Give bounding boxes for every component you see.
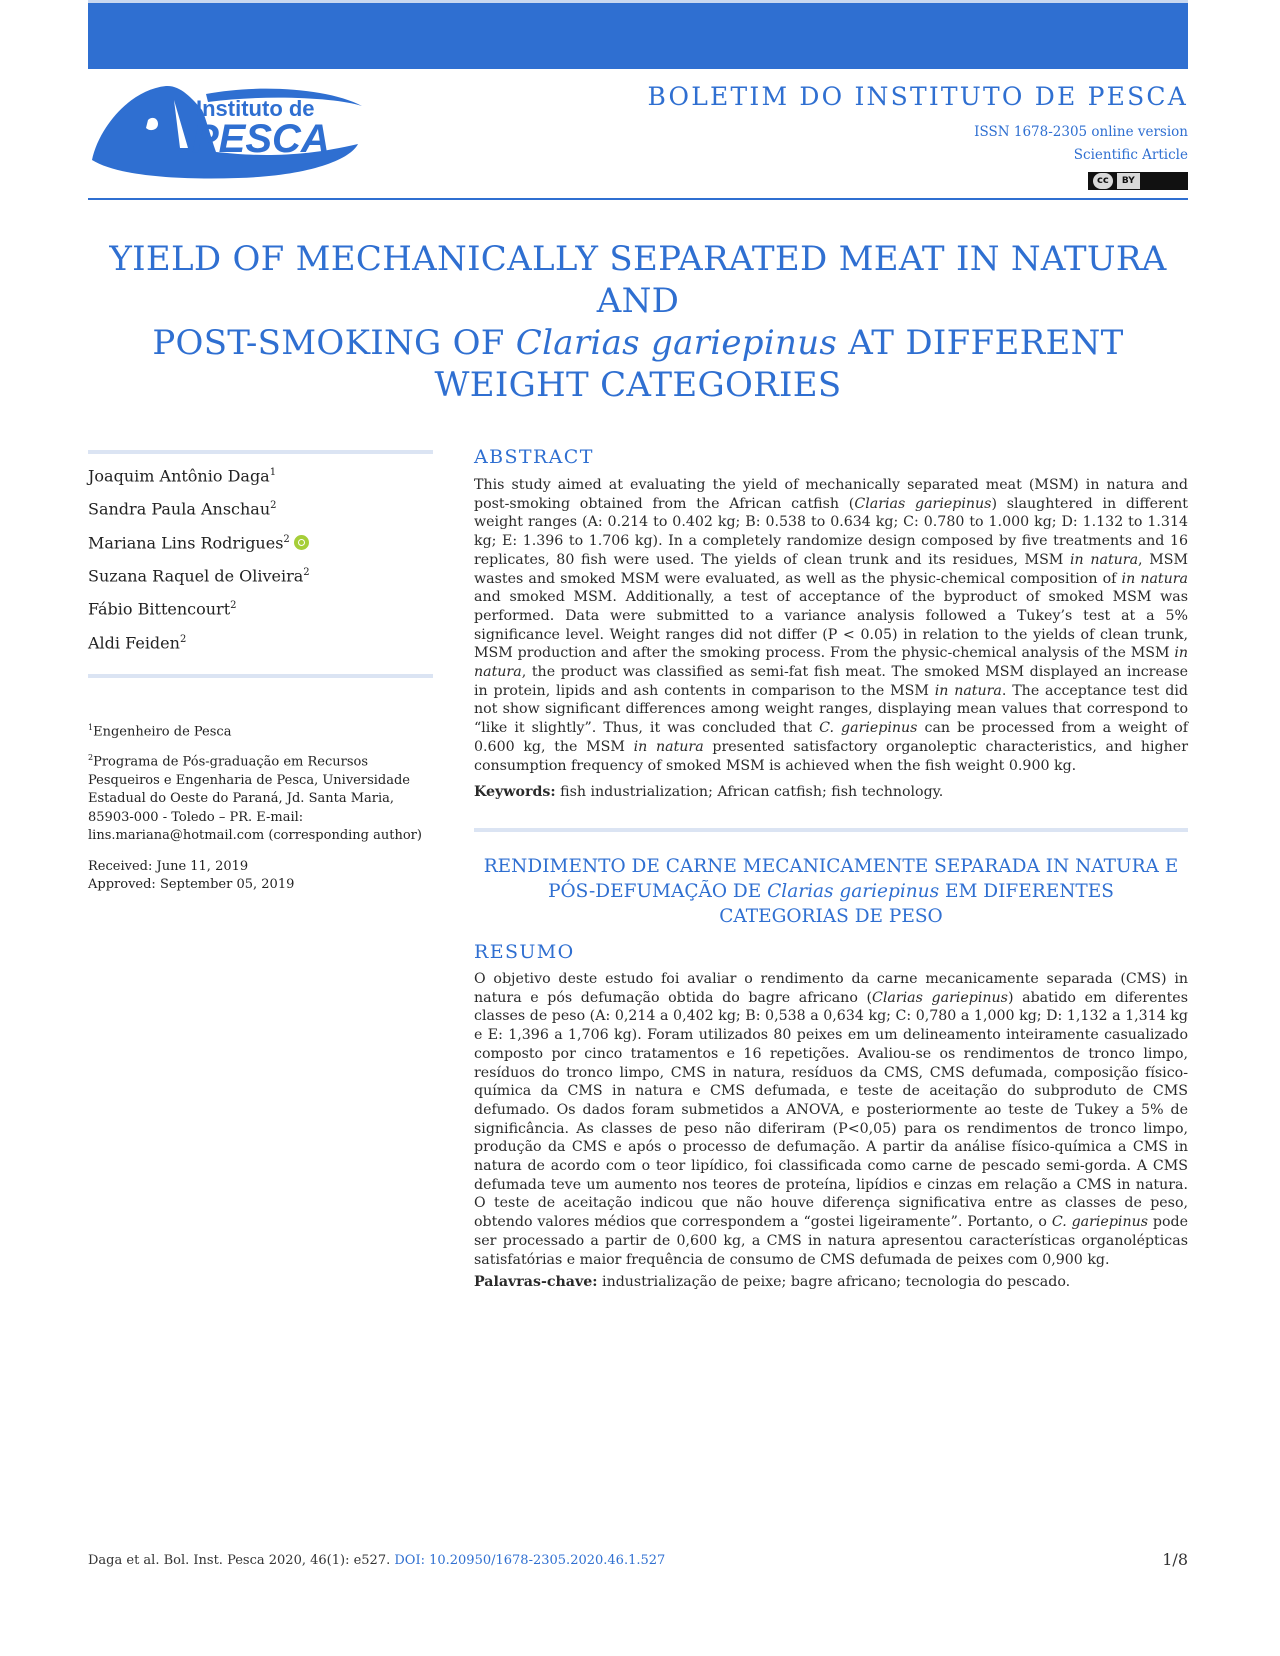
issn: ISSN 1678-2305 online version: [974, 124, 1188, 140]
abstract-text: This study aimed at evaluating the yield of mechanically separated meat (MSM) in natura and post-smoking obtained from the African catfish (Clarias gariepinus) slaughtered in different weight ranges (A: 0.214 to 0.402 kg; B: 0.538 to 0.634 kg; C: 0.780 to 1.000 kg; D: 1.132 to 1.314 kg; E: 1.396 to 1.706 kg). In a completely randomize design composed by five treatments and 16 replicates, 80 fish were used. The yields of clean trunk and its residues, MSM in natura, MSM wastes and smoked MSM were evaluated, as well as the physic-chemical composition of in natura and smoked MSM. Additionally, a test of acceptance of the byproduct of smoked MSM was performed. Data were submitted to a variance analysis followed a Tukey’s test at a 5% significance level. Weight ranges did not differ (P < 0.05) in relation to the yields of clean trunk, MSM production and after the smoking process. From the physic-chemical analysis of the MSM in natura, the product was classified as semi-fat fish meat. The smoked MSM displayed an increase in protein, lipids and ash contents in comparison to the MSM in natura. The acceptance test did not show significant differences among weight ranges, displaying mean values that correspond to “like it slightly”. Thus, it was concluded that C. gariepinus can be processed from a weight of 0.600 kg, the MSM in natura presented satisfactory organoleptic characteristics, and higher consumption frequency of smoked MSM is achieved when the fish weight 0.900 kg.: [474, 477, 1188, 774]
page-number: 1/8: [1162, 1550, 1188, 1569]
abstract-heading: ABSTRACT: [474, 446, 594, 468]
affiliation-2: $^2$Programa de Pós-graduação em Recursos Pesqueiros e Engenharia de Pesca, Universidade Estadual do Oeste do Paraná, Jd. Santa Maria, 85903-000 - Toledo – PR. E-mail: lins.mariana@hotmail.com (corresponding author): [88, 753, 422, 844]
journal-name: BOLETIM DO INSTITUTO DE PESCA: [647, 82, 1188, 111]
title-line-1: YIELD OF MECHANICALLY SEPARATED MEAT IN NATURA AND: [109, 239, 1167, 321]
authors-bottom-rule: [88, 674, 433, 678]
author: Sandra Paula Anschau$^2$: [88, 499, 277, 519]
affiliation-1: $^1$Engenheiro de Pesca: [88, 723, 232, 740]
title-line-2: POST-SMOKING OF Clarias gariepinus AT DIFFERENT: [152, 323, 1124, 363]
article-type: Scientific Article: [1073, 147, 1188, 163]
article-dates: [88, 858, 294, 894]
approved-date: Approved: September 05, 2019: [88, 877, 295, 892]
author: Aldi Feiden$^2$: [88, 632, 187, 652]
title-line-3: WEIGHT CATEGORIES: [434, 365, 842, 405]
author-list: [88, 458, 433, 658]
author: Mariana Lins Rodrigues$^2$: [88, 525, 433, 558]
logo-text-top: Instituto de: [196, 96, 315, 121]
title-species: Clarias gariepinus: [515, 323, 838, 363]
authors-top-rule: [88, 450, 433, 454]
received-date: Received: June 11, 2019: [88, 859, 249, 874]
resumo-heading: RESUMO: [474, 941, 575, 963]
footer-citation: Daga et al. Bol. Inst. Pesca 2020, 46(1): e527. DOI: 10.20950/1678-2305.2020.46.1.527: [88, 1553, 666, 1568]
instituto-de-pesca-logo: [88, 80, 368, 180]
header-banner: [88, 0, 1188, 69]
article-title: [88, 238, 1188, 406]
author: Fábio Bittencourt$^2$: [88, 599, 237, 619]
cc-by-license-badge[interactable]: [1088, 172, 1188, 190]
resumo-text: O objetivo deste estudo foi avaliar o rendimento da carne mecanicamente separada (CMS) in natura e pós defumação obtida do bagre africano (Clarias gariepinus) abatido em diferentes classes de peso (A: 0,214 a 0,402 kg; B: 0,538 a 0,634 kg; C: 0,780 a 1,000 kg; D: 1,132 a 1,314 kg e E: 1,396 a 1,706 kg). Foram utilizados 80 peixes em um delineamento inteiramente casualizado composto por cinco tratamentos e 16 repetições. Avaliou-se os rendimentos de tronco limpo, resíduos do tronco limpo, CMS in natura, resíduos da CMS, CMS defumada, composição físico-química da CMS in natura e CMS defumada, e teste de aceitação do subproduto de CMS defumado. Os dados foram submetidos a ANOVA, e posteriormente ao teste de Tukey a 5% de significância. As classes de peso não diferiram (P<0,05) para os rendimentos de tronco limpo, produção da CMS e após o processo de defumação. A partir da análise físico-química a CMS in natura de acordo com o teor lipídico, foi classificada como carne de pescado semi-gorda. A CMS defumada teve um aumento nos teores de proteína, lipídios e cinzas em relação a CMS in natura. O teste de aceitação indicou que não houve diferença significativa entre as classes de peso, obtendo valores médios que correspondem a “gostei ligeiramente”. Portanto, o C. gariepinus pode ser processado a partir de 0,600 kg, a CMS in natura apresentou características organolépticas satisfatórias e maior frequência de consumo de CMS defumada de peixes com 0,900 kg.: [474, 971, 1188, 1268]
logo-text-bottom: PESCA: [192, 117, 330, 161]
section-rule: [474, 828, 1188, 832]
doi-link[interactable]: DOI: 10.20950/1678-2305.2020.46.1.527: [394, 1553, 666, 1568]
portuguese-title: RENDIMENTO DE CARNE MECANICAMENTE SEPARADA IN NATURA E PÓS-DEFUMAÇÃO DE Clarias gariepinus EM DIFERENTES CATEGORIAS DE PESO: [483, 856, 1179, 927]
author: Suzana Raquel de Oliveira$^2$: [88, 566, 310, 586]
by-icon: BY: [1117, 173, 1140, 189]
header-rule: [88, 198, 1188, 200]
cc-icon: cc: [1093, 173, 1113, 189]
abstract-keywords: Keywords: fish industrialization; African catfish; fish technology.: [474, 784, 944, 800]
orcid-icon[interactable]: [294, 535, 309, 550]
resumo-keywords: Palavras-chave: industrialização de peixe; bagre africano; tecnologia do pescado.: [474, 1274, 1071, 1290]
author: Joaquim Antônio Daga$^1$: [88, 466, 277, 486]
